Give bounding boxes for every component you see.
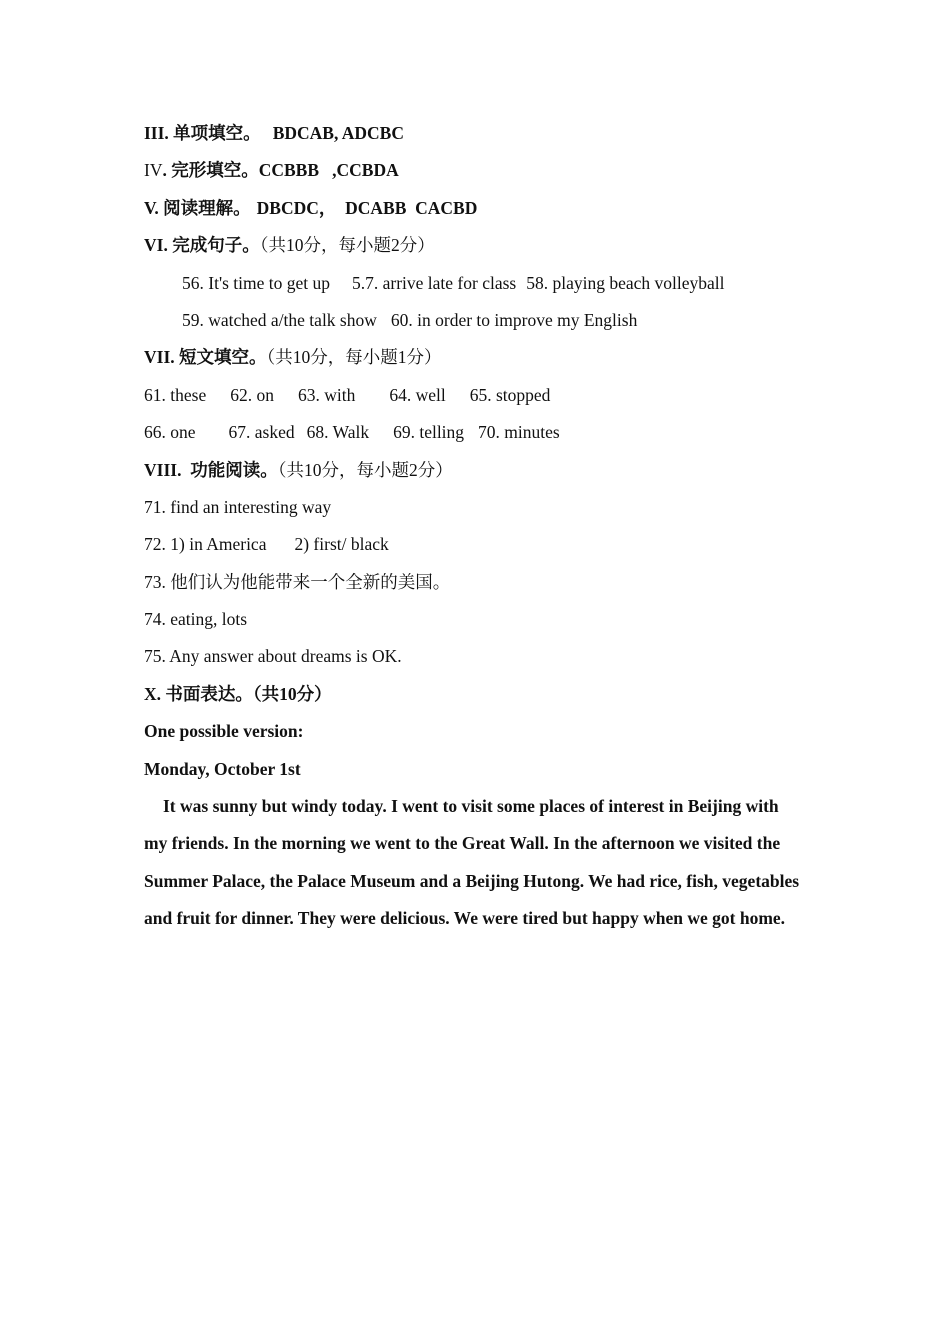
- sample-version-label: One possible version:: [144, 721, 304, 742]
- answer-62: 62. on: [230, 384, 274, 405]
- section-5-answers: DBCDC， DCABB CACBD: [256, 197, 478, 218]
- section-6-row-1: [144, 265, 824, 302]
- section-3-line: [144, 115, 824, 152]
- section-3-label: III. 单项填空。: [144, 123, 261, 143]
- answer-70: 70. minutes: [478, 422, 560, 443]
- section-7-note: （共10分，每小题1分）: [266, 347, 442, 368]
- answer-68: 68. Walk: [306, 422, 370, 443]
- answer-65: 65. stopped: [469, 384, 551, 405]
- answer-64: 64. well: [389, 384, 446, 405]
- section-6-header: [144, 227, 824, 264]
- answer-72-line: [144, 526, 824, 563]
- answer-63: 63. with: [297, 384, 356, 405]
- section-7-row-1: [144, 377, 824, 414]
- answer-59: 59. watched a/the talk show: [182, 309, 377, 330]
- answer-58: 58. playing beach volleyball: [526, 272, 725, 293]
- section-3-answers: BDCAB, ADCBC: [272, 123, 404, 143]
- section-4-answers: CCBBB ,CCBDA: [258, 160, 399, 181]
- section-5-line: [144, 190, 824, 227]
- answer-75: 75. Any answer about dreams is OK.: [144, 646, 402, 667]
- section-6-note: （共10分，每小题2分）: [259, 235, 435, 256]
- section-7-row-2: [144, 414, 824, 451]
- answer-61: 61. these: [144, 384, 207, 405]
- essay-paragraph: It was sunny but windy today. I went to visit some places of interest in Beijing with my friends. In the morning we went to the Great Wall. In the afternoon we visited the Summer Palace, the Palace Museum and a Beijing Hutong. We had rice, fish, vegetables and fruit for dinner. They were delicious. We were tired but happy when we got home.: [144, 796, 800, 929]
- answer-57: 5.7. arrive late for class: [352, 272, 517, 293]
- section-7-label: VII. 短文填空。: [144, 347, 267, 368]
- section-5-label: V. 阅读理解。: [144, 197, 251, 218]
- section-6-label: VI. 完成句子。: [144, 235, 260, 256]
- section-10-label: X. 书面表达。（共10分）: [144, 683, 332, 704]
- essay-date: Monday, October 1st: [144, 758, 301, 779]
- section-4-label-prefix: IV: [144, 160, 163, 181]
- answer-73: 73. 他们认为他能带来一个全新的美国。: [144, 571, 451, 592]
- answer-key-page: [144, 115, 824, 938]
- answer-72b: 2) first/ black: [294, 534, 389, 555]
- answer-72a: 72. 1) in America: [144, 534, 267, 555]
- answer-66: 66. one: [144, 422, 196, 443]
- section-4-label: . 完形填空。: [162, 160, 259, 181]
- section-8-header: [144, 452, 824, 489]
- section-7-header: [144, 339, 824, 376]
- answer-71: 71. find an interesting way: [144, 496, 332, 517]
- section-6-row-2: [144, 302, 824, 339]
- answer-56: 56. It's time to get up: [182, 272, 330, 293]
- section-8-label: VIII. 功能阅读。: [144, 459, 278, 480]
- section-4-line: [144, 152, 824, 189]
- answer-69: 69. telling: [393, 422, 465, 443]
- section-8-note: （共10分，每小题2分）: [277, 459, 453, 480]
- answer-74: 74. eating, lots: [144, 609, 248, 630]
- answer-60: 60. in order to improve my English: [390, 309, 638, 330]
- answer-67: 67. asked: [228, 422, 295, 443]
